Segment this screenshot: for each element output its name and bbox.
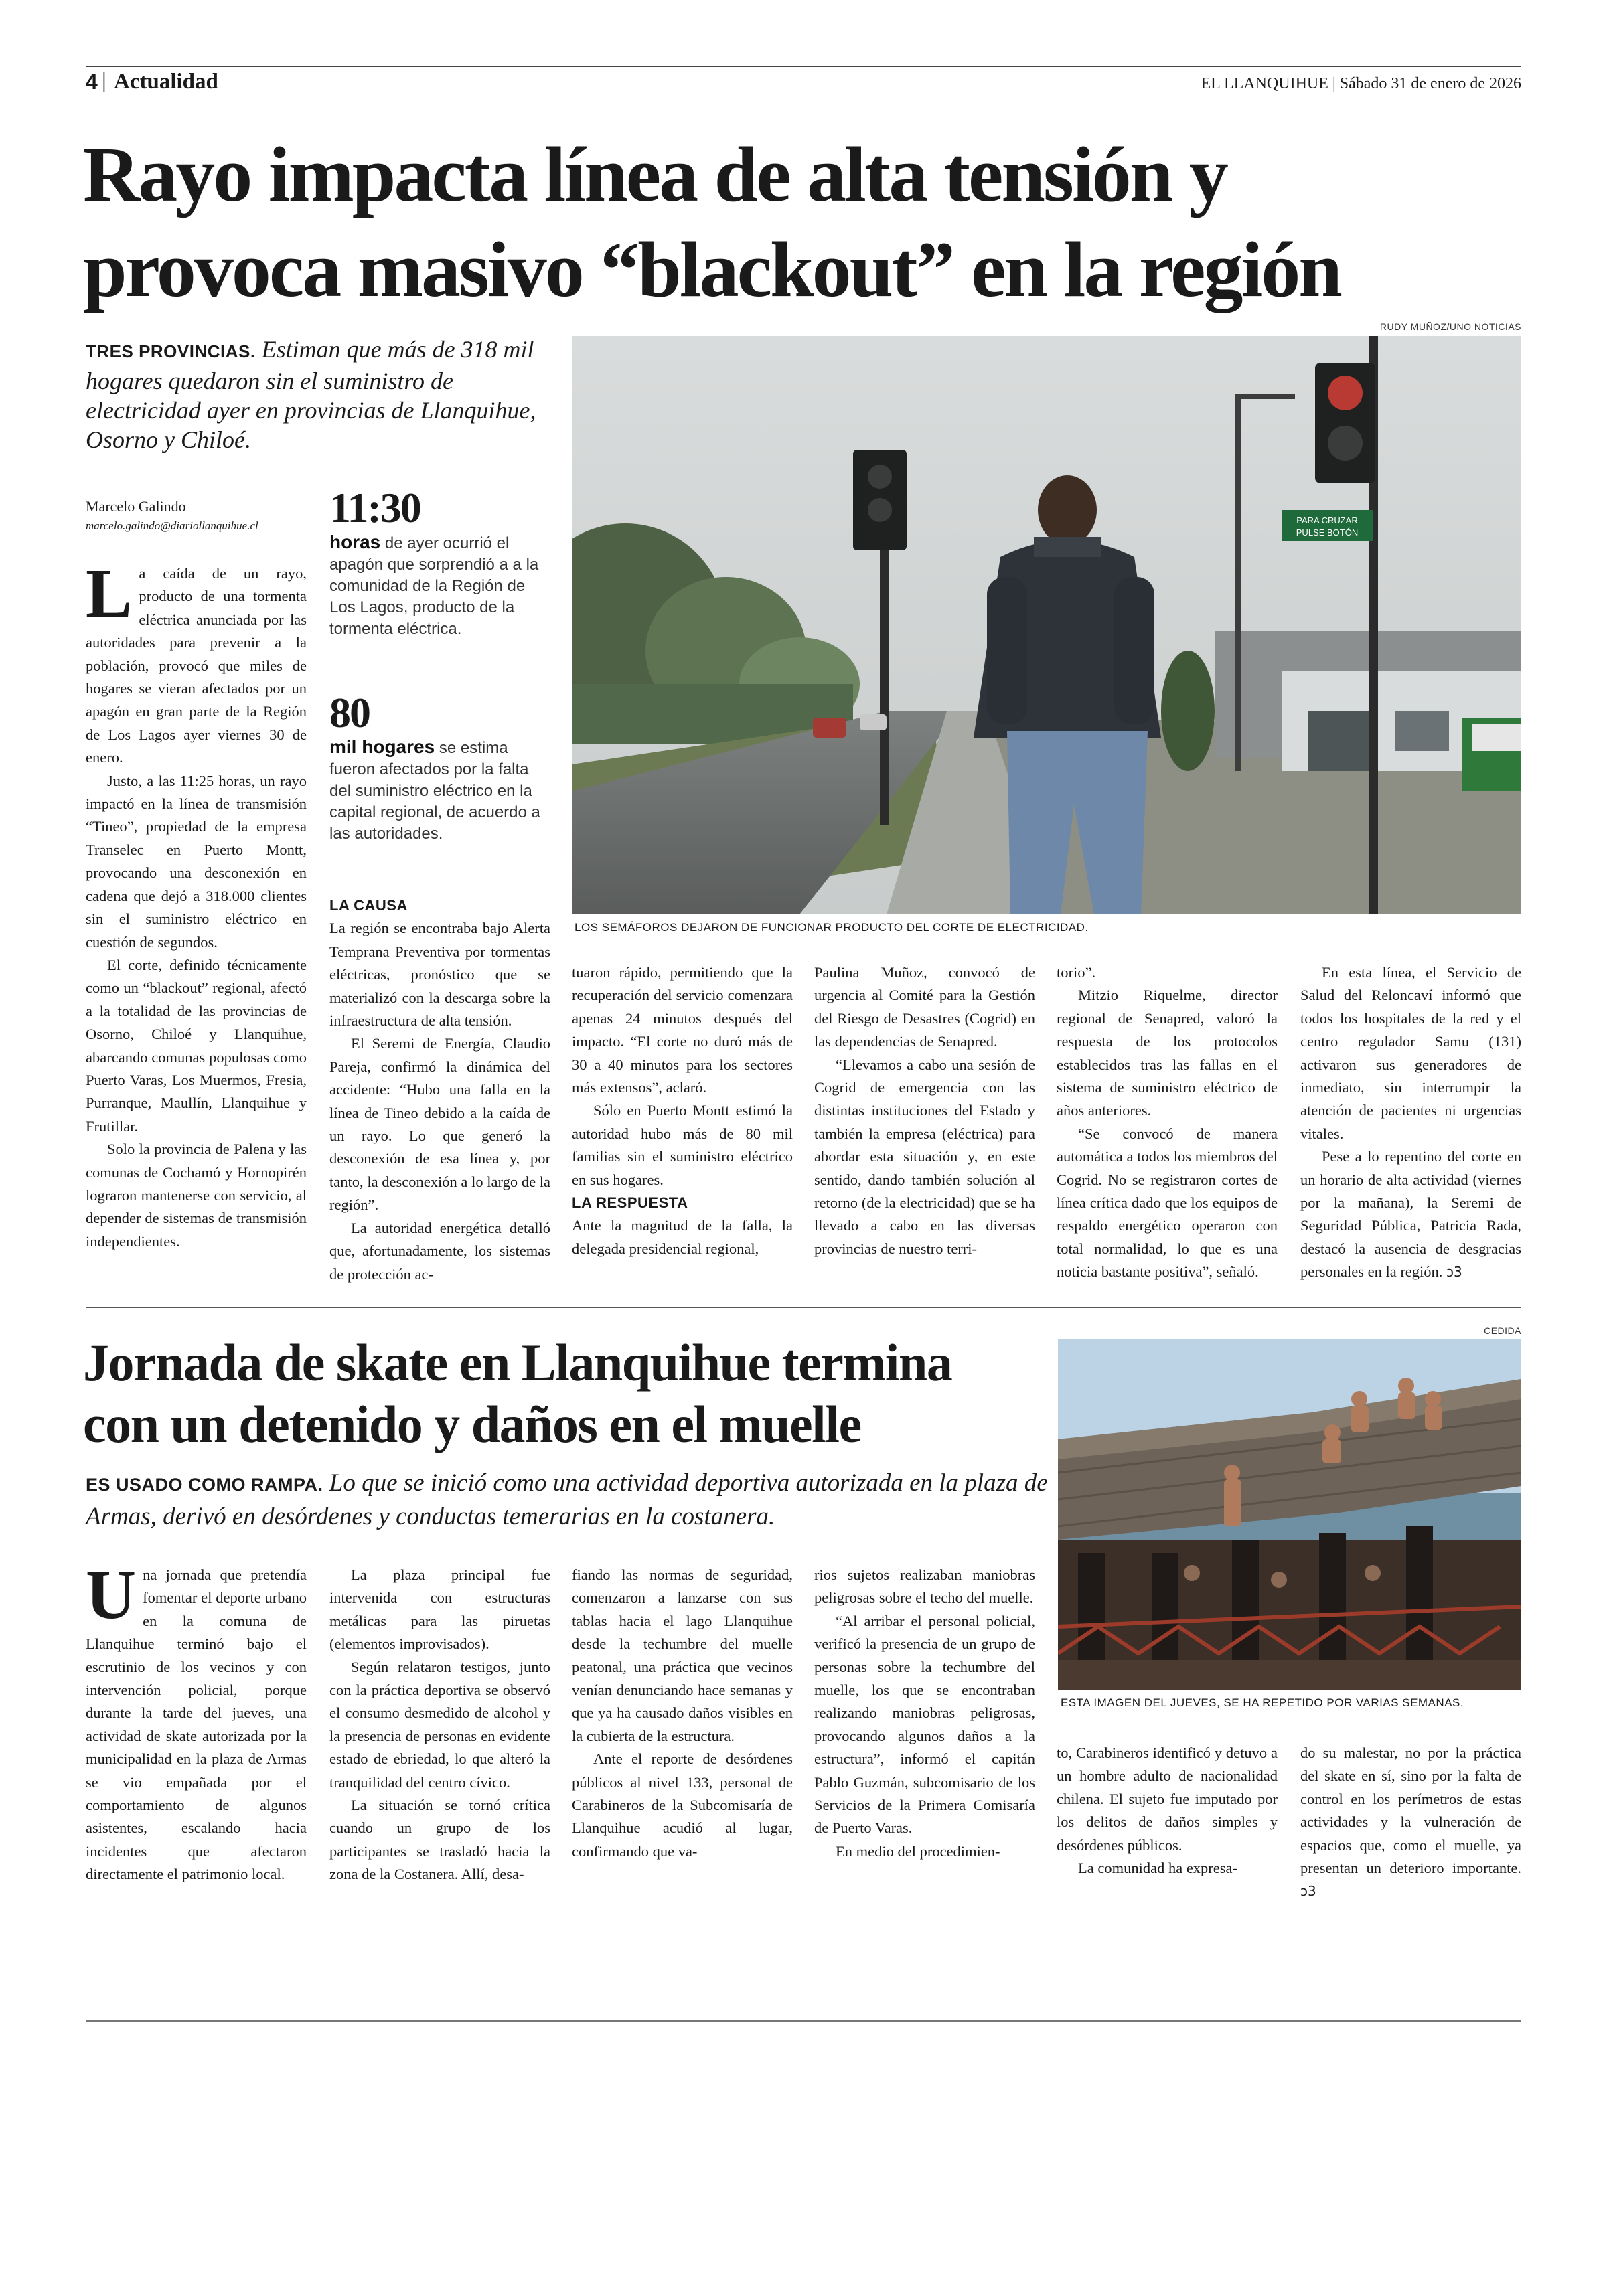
sign-text-2: PULSE BOTÓN (1296, 527, 1359, 538)
story1-column-3 (572, 961, 793, 1260)
fact-box-2-text: se estima fueron afectados por la falta del suministro eléctrico en la capital regional, de acuerdo a las autoridades. (329, 739, 540, 843)
story1-headline-line1: Rayo impacta línea de alta tensión y (83, 131, 1227, 218)
story1-col3-p3: Ante la magnitud de la falla, la delegada presidencial regional, (572, 1217, 793, 1257)
story2-column-1 (86, 1556, 307, 1886)
story1-column-2 (329, 894, 550, 1286)
story1-headline (83, 127, 1529, 317)
story1-headline-line2: provoca masivo “blackout” en la región (83, 226, 1341, 313)
story1-col1-p3: El corte, definido técnicamente como un “blackout” regional, afectó a la totalidad de las provincias de Osorno, Chiloé y Llanquihue, abarcando comunas populosas como Puerto Varas, Los Muermos, Fresia, Purranque, Maullín, Llanquihue y Frutillar. (86, 956, 307, 1135)
story2-headline-line1: Jornada de skate en Llanquihue termina (83, 1333, 952, 1392)
page-bottom-rule (86, 2020, 1521, 2022)
story1-col1-p1: a caída de un rayo, producto de una tormenta eléctrica anunciada por las autoridades para prevenir a la población, provocó que miles de hogares se vieran afectados por un apagón en gran parte de la Región de Los Lagos ayer viernes 30 de enero. (86, 565, 307, 766)
story1-col6-p2: Pese a lo repentino del corte en un horario de alta actividad (viernes por la mañana), la Seremi de Seguridad Pública, Patricia Rada, destacó la ausencia de desgracias personales en la región. ↄ3 (1300, 1148, 1521, 1281)
story2-photo-caption: ESTA IMAGEN DEL JUEVES, SE HA REPETIDO POR VARIAS SEMANAS. (1061, 1696, 1464, 1709)
fact-box-2-label: mil hogares (329, 736, 435, 757)
publication-name: EL LLANQUIHUE (1201, 75, 1328, 92)
section-separator: | (102, 68, 106, 93)
story1-dropcap: L (86, 555, 133, 632)
story1-deck (86, 335, 554, 455)
story1-col1-p2: Justo, a las 11:25 horas, un rayo impactó en la línea de transmisión “Tineo”, propiedad de la empresa Transelec en Puerto Montt, provocando una desconexión en cadena que dejó a 318.000 clientes sin el suministro eléctrico en cuestión de segundos. (86, 772, 307, 951)
story2-headline-line2: con un detenido y daños en el muelle (83, 1395, 861, 1453)
story2-dropcap: U (86, 1556, 137, 1633)
story1-col3-p2: Sólo en Puerto Montt estimó la autoridad hubo más de 80 mil familias sin el suministro eléctrico en sus hogares. (572, 1102, 793, 1188)
story2-column-6 (1300, 1742, 1521, 1903)
story1-col3-p1: tuaron rápido, permitiendo que la recuperación del servicio comenzara apenas 24 minutos después del impacto. “El corte no duró más de 30 a 40 minutos para los sectores más extensos”, aclaró. (572, 964, 793, 1096)
sign-text-1: PARA CRUZAR (1296, 515, 1358, 525)
story2-col1-p1: na jornada que pretendía fomentar el deporte urbano en la comuna de Llanquihue terminó bajo el escrutinio de los vecinos y con intervención policial, porque durante la tarde del jueves, una actividad de skate autorizada por la municipalidad en la plaza de Armas se vio empañada por el comportamiento de algunos asistentes, escalando hacia incidentes que afectaron directamente el patrimonio local. (86, 1566, 307, 1883)
story2-col4-p3: En medio del procedimien- (836, 1842, 1000, 1860)
story1-col5-p3: “Se convocó de manera automática a todos los miembros del Cogrid. No se registraron cortes de línea crítica dado que los equipos de respaldo energético operaron con total normalidad, lo que es una noticia bastante positiva”, señaló. (1057, 1125, 1278, 1281)
story1-col2-p1: La región se encontraba bajo Alerta Temprana Preventiva por tormentas eléctricas, pronóstico que se materializó con la descarga sobre la infraestructura de alta tensión. (329, 920, 550, 1030)
story2-headline (83, 1332, 1061, 1455)
story1-kicker: TRES PROVINCIAS. (86, 341, 256, 361)
story2-col3-p1: fiando las normas de seguridad, comenzaron a lanzarse con sus tablas hacia el lago Llanquihue desde la techumbre del muelle peatonal, una práctica que vecinos venían denunciando hace semanas y que ya ha causado daños visibles en la cubierta de la estructura. (572, 1566, 793, 1744)
fact-box-2 (329, 689, 544, 845)
story2-column-4 (814, 1564, 1035, 1863)
story1-col5-p2: Mitzio Riquelme, director regional de Senapred, valoró la respuesta de los protocolos establecidos tras las fallas en el sistema de suministro eléctrico de años anteriores. (1057, 987, 1278, 1119)
story1-photo (572, 336, 1521, 914)
pier-roof-image (1058, 1339, 1521, 1690)
story2-column-2 (329, 1564, 550, 1886)
story1-col4-p2: “Llevamos a cabo una sesión de Cogrid de emergencia con las distintas instituciones del Estado y también la empresa (eléctrica) para abordar esta situación y, en este sentido, dando también solución al retorno (de la electricidad) que se ha llevado a cabo en las diversas provincias de nuestro terri- (814, 1056, 1035, 1257)
story1-col6-p1: En esta línea, el Servicio de Salud del Reloncaví informó que todos los hospitales de la red y el centro regulador Samu (131) activaron sus generadores de inmediato, sin interrumpir la atención de pacientes ni urgencias vitales. (1300, 964, 1521, 1142)
story1-photo-credit: RUDY MUÑOZ/UNO NOTICIAS (1379, 321, 1521, 332)
section-label: Actualidad (114, 70, 218, 94)
story2-col2-p3: La situación se tornó crítica cuando un grupo de los participantes se trasladó hacia la zona de la Costanera. Allí, desa- (329, 1797, 550, 1883)
story1-col5-p1: torio”. (1057, 964, 1096, 981)
byline-name: Marcelo Galindo (86, 498, 186, 515)
subhead-la-causa: LA CAUSA (329, 897, 408, 914)
story2-col2-p2: Según relataron testigos, junto con la práctica deportiva se observó el consumo desmedido de alcohol y la presencia de personas en evidente estado de ebriedad, lo que alteró la tranquilidad del centro cívico. (329, 1658, 550, 1791)
story1-col2-p3: La autoridad energética detalló que, afortunadamente, los sistemas de protección ac- (329, 1219, 550, 1283)
fact-box-1-number: 11:30 (329, 484, 420, 531)
story1-column-1 (86, 555, 307, 1253)
story2-photo-credit: CEDIDA (1484, 1325, 1521, 1336)
fact-box-1-text: de ayer ocurrió el apagón que sorprendió a a la comunidad de la Región de Los Lagos, producto de la tormenta eléctrica. (329, 534, 539, 638)
story2-col2-p1: La plaza principal fue intervenida con estructuras metálicas para las piruetas (elementos improvisados). (329, 1566, 550, 1653)
page-number: 4 (86, 70, 98, 94)
story1-photo-caption: LOS SEMÁFOROS DEJARON DE FUNCIONAR PRODUCTO DEL CORTE DE ELECTRICIDAD. (575, 921, 1089, 934)
story2-deck-text: Lo que se inició como una actividad deportiva autorizada en la plaza de Armas, derivó en desórdenes y conductas temerarias en la costanera. (86, 1469, 1048, 1530)
story2-kicker: ES USADO COMO RAMPA. (86, 1475, 323, 1495)
fact-box-2-number: 80 (329, 689, 370, 736)
story1-column-5 (1057, 961, 1278, 1284)
story1-column-6 (1300, 961, 1521, 1284)
story1-col2-p2: El Seremi de Energía, Claudio Pareja, confirmó la dinámica del accidente: “Hubo una falla en la línea de Tineo debido a la caída de un rayo. Lo que generó la desconexión de esa línea y, por tanto, la desconexión a lo largo de la región”. (329, 1035, 550, 1214)
story1-byline (86, 498, 313, 533)
story2-col4-p1: rios sujetos realizaban maniobras peligrosas sobre el techo del muelle. (814, 1566, 1035, 1607)
traffic-light-street-image (572, 336, 1521, 914)
story2-end-mark: ↄ3 (1300, 1883, 1316, 1900)
byline-email: marcelo.galindo@diariollanquihue.cl (86, 519, 258, 532)
story2-column-5 (1057, 1742, 1278, 1880)
story2-photo (1058, 1339, 1521, 1690)
subhead-la-respuesta: LA RESPUESTA (572, 1194, 688, 1212)
story1-deck-text: Estiman que más de 318 mil hogares quedaron sin el suministro de electricidad ayer en provincias de Llanquihue, Osorno y Chiloé. (86, 336, 536, 453)
story2-col5-p2: La comunidad ha expresa- (1078, 1860, 1238, 1877)
story2-deck (86, 1467, 1050, 1533)
story-divider (86, 1307, 1521, 1308)
story2-col3-p2: Ante el reporte de desórdenes públicos al nivel 133, personal de Carabineros de la Subcomisaría de Llanquihue acudió al lugar, confirmando que va- (572, 1750, 793, 1860)
story2-column-3 (572, 1564, 793, 1863)
story1-column-4 (814, 961, 1035, 1260)
story2-col4-p2: “Al arribar el personal policial, verificó la presencia de un grupo de personas sobre la techumbre del muelle, los que se encontraban realizando maniobras peligrosas, provocando algunos daños a la estructura”, informó el capitán Pablo Guzmán, subcomisario de los Servicios de la Primera Comisaría de Puerto Varas. (814, 1612, 1035, 1837)
fact-box-1-label: horas (329, 531, 381, 552)
story1-col1-p4: Solo la provincia de Palena y las comunas de Cochamó y Hornopirén lograron mantenerse con servicio, al depender de sistemas de transmisión independientes. (86, 1141, 307, 1250)
fact-box-1 (329, 485, 544, 640)
story2-col5-p1: to, Carabineros identificó y detuvo a un hombre adulto de nacionalidad chilena. El sujeto fue imputado por los delitos de daños simples y desórdenes públicos. (1057, 1744, 1278, 1854)
story1-end-mark: ↄ3 (1446, 1264, 1462, 1281)
publication-date: Sábado 31 de enero de 2026 (1339, 75, 1521, 92)
masthead-info: EL LLANQUIHUE | Sábado 31 de enero de 2026 (1201, 75, 1521, 92)
header-top-rule (86, 66, 1521, 67)
story2-col6-p1: do su malestar, no por la práctica del skate en sí, sino por la falta de control en los perímetros de estas actividades y la vulneración de espacios que, como el muelle, ya presentan un deterioro importante. ↄ3 (1300, 1744, 1521, 1900)
story1-col4-p1: Paulina Muñoz, convocó de urgencia al Comité para la Gestión del Riesgo de Desastres (Cogrid) en las dependencias de Senapred. (814, 964, 1035, 1050)
